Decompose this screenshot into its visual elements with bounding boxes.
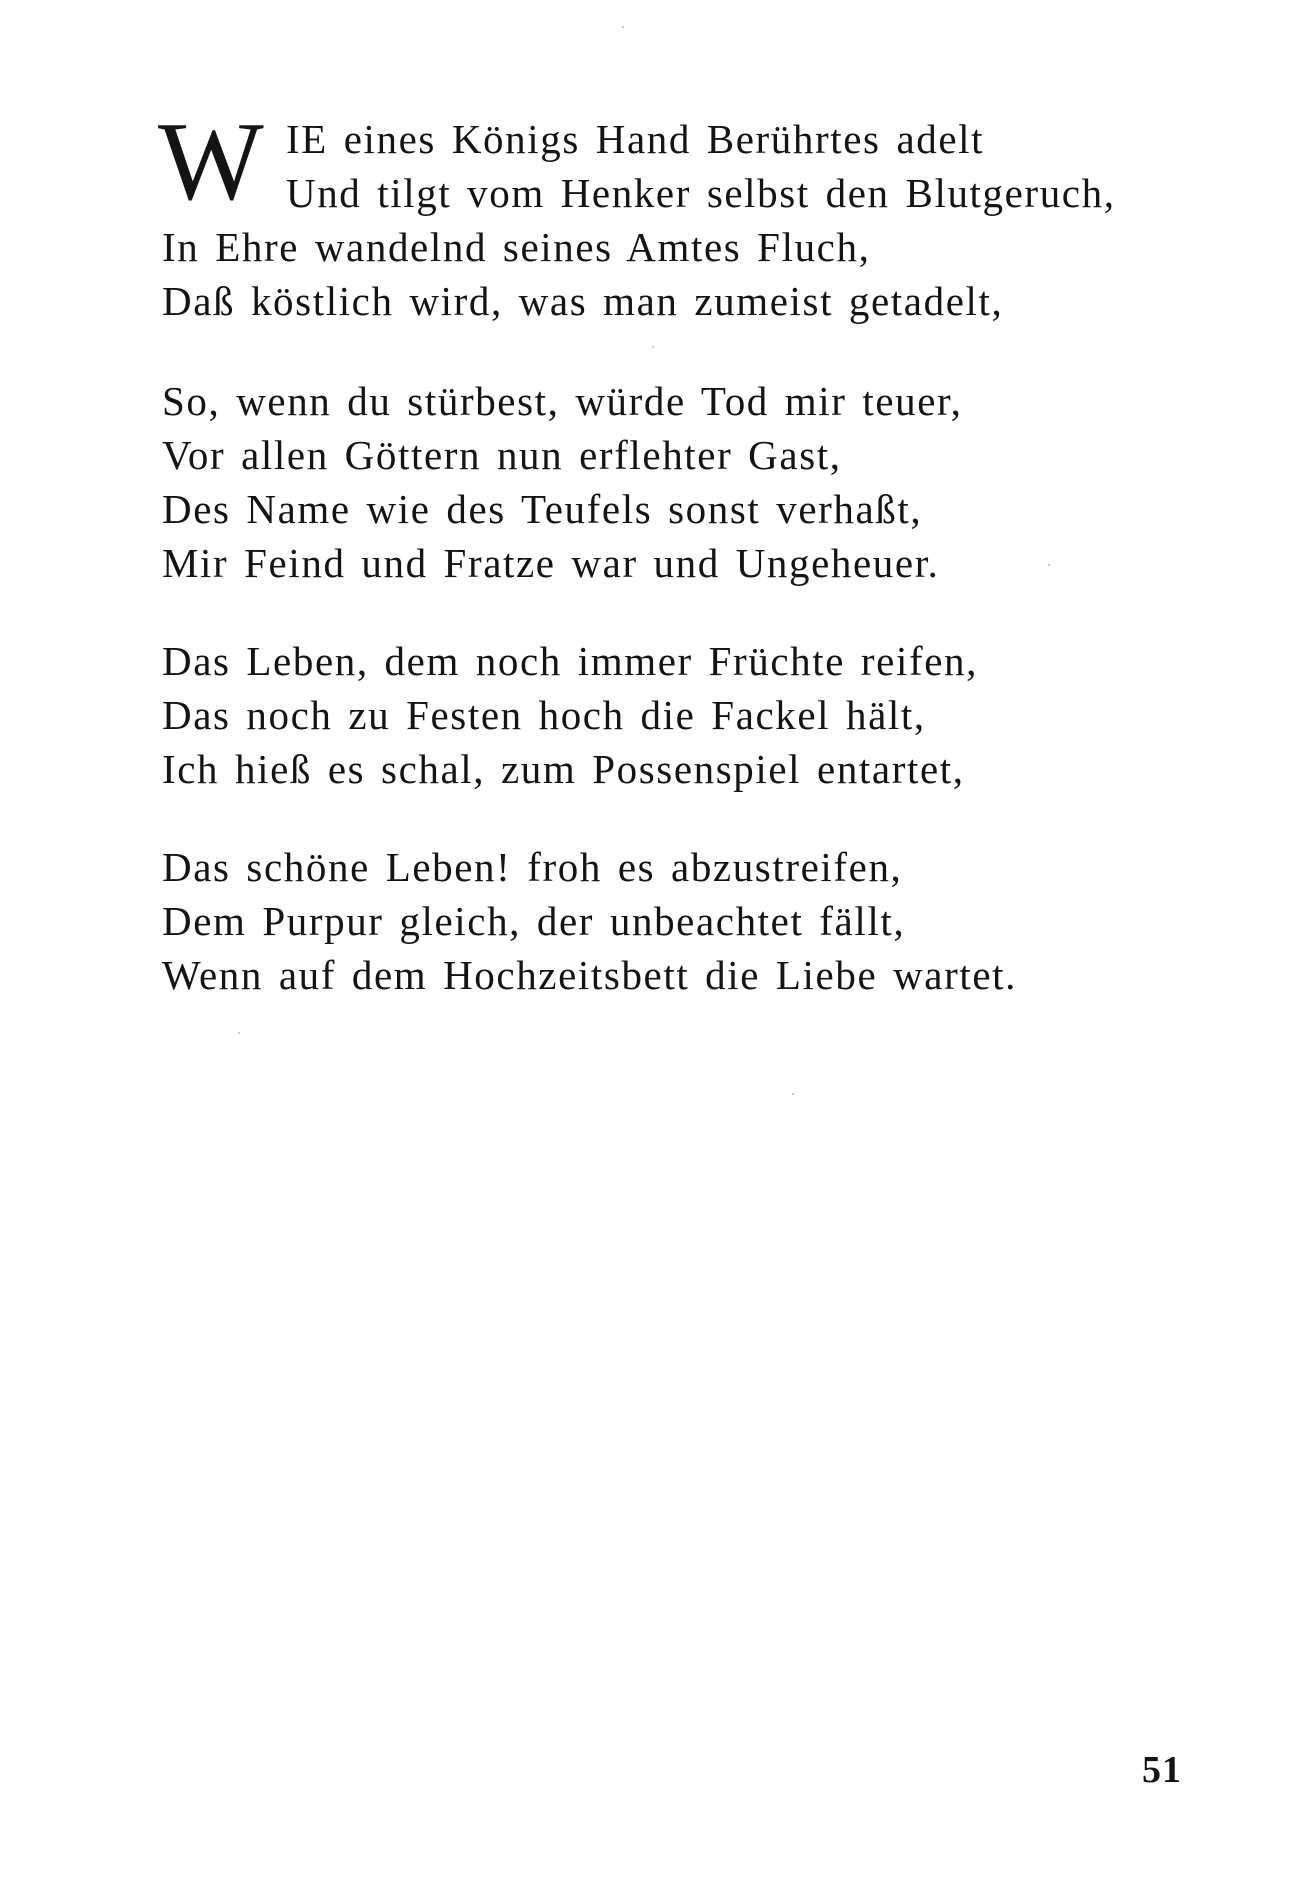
poem-line: Dem Purpur gleich, der unbeachtet fällt, <box>162 898 906 944</box>
stanza-1-rest <box>162 220 1003 328</box>
poem-line: In Ehre wandelnd seines Amtes Fluch, <box>162 224 871 270</box>
poem-line: Ich hieß es schal, zum Possenspiel entartet, <box>162 746 965 792</box>
stanza-3 <box>162 634 978 796</box>
scan-speck <box>652 346 654 348</box>
poem-line: Und tilgt vom Henker selbst den Blutgeruch, <box>286 170 1116 216</box>
scan-speck <box>792 1093 794 1095</box>
scan-speck <box>1048 564 1050 566</box>
poem-line: Vor allen Göttern nun erflehter Gast, <box>162 432 842 478</box>
poem-line: Mir Feind und Fratze war und Ungeheuer. <box>162 540 940 586</box>
page-number: 51 <box>1142 1749 1182 1791</box>
scan-speck <box>238 1032 240 1034</box>
poem-line: Das schöne Leben! froh es abzustreifen, <box>162 844 903 890</box>
stanza-4 <box>162 840 1017 1002</box>
poem-line: Das noch zu Festen hoch die Fackel hält, <box>162 692 926 738</box>
scan-speck <box>622 26 624 28</box>
poem-line: So, wenn du stürbest, würde Tod mir teuer, <box>162 378 963 424</box>
poem-line: Des Name wie des Teufels sonst verhaßt, <box>162 486 923 532</box>
poem-line: IE eines Königs Hand Berührtes adelt <box>286 116 985 162</box>
stanza-2 <box>162 374 963 590</box>
poem-line: Wenn auf dem Hochzeitsbett die Liebe wartet. <box>162 952 1017 998</box>
drop-cap-initial: W <box>158 100 264 224</box>
poem-line: Das Leben, dem noch immer Früchte reifen, <box>162 638 978 684</box>
poem-line: Daß köstlich wird, was man zumeist getadelt, <box>162 278 1004 324</box>
